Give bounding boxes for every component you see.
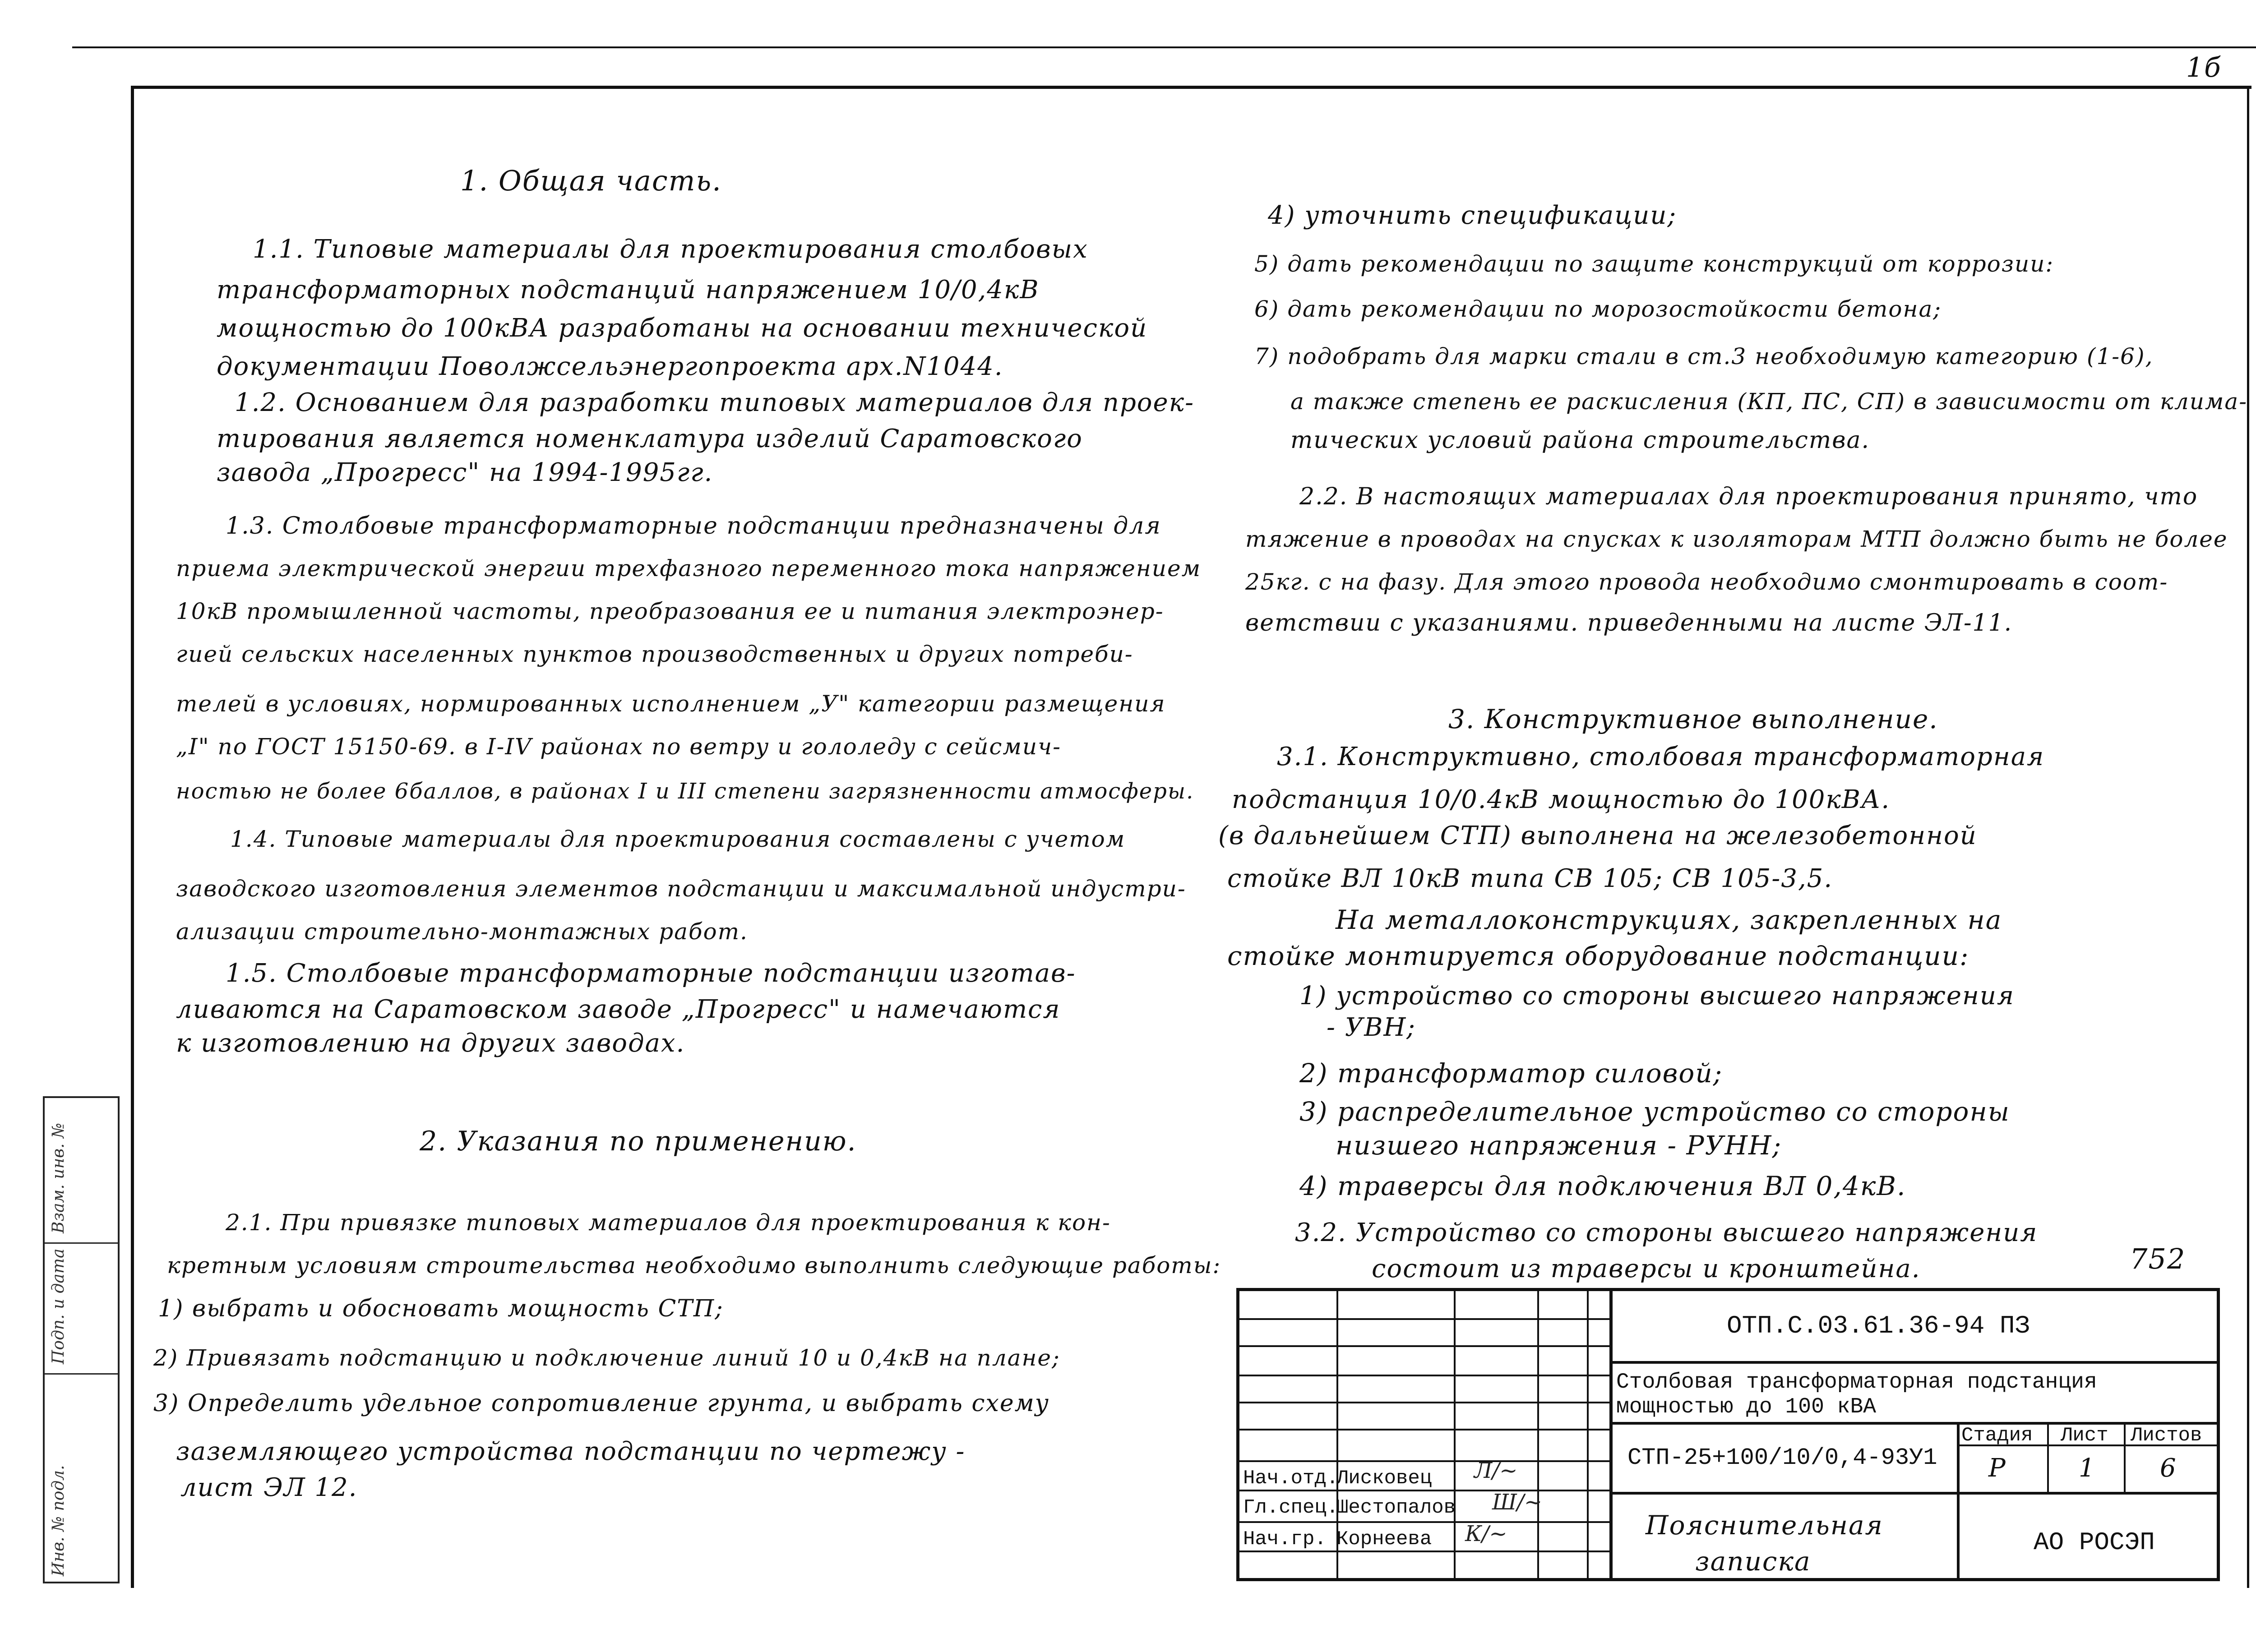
paragraph-line: тических условий района строительства. (1290, 427, 1870, 454)
title-block (1236, 1288, 2220, 1581)
paragraph-line: тяжение в проводах на спусках к изоляторам МТП должно быть не более (1245, 526, 2228, 552)
paragraph-line: ализации строительно-монтажных работ. (176, 918, 748, 945)
paragraph-line: 3) Определить удельное сопротивление грунта, и выбрать схему (153, 1390, 1049, 1417)
doc-title-line1: Столбовая трансформаторная подстанция (1616, 1370, 2097, 1394)
paragraph-line: состоит из траверсы и кронштейна. (1372, 1254, 1921, 1283)
sheet-value: 1 (2079, 1454, 2096, 1483)
page-mark: 752 (2130, 1242, 2186, 1275)
paragraph-line: 1) устройство со стороны высшего напряжения (1299, 981, 2015, 1011)
paragraph-line: (в дальнейшем СТП) выполнена на железобетонной (1218, 821, 1977, 850)
grid-line (1239, 1345, 1609, 1347)
section-heading: 2. Указания по применению. (420, 1126, 857, 1157)
organization: АО РОСЭП (2034, 1528, 2155, 1557)
paragraph-line: лист ЭЛ 12. (180, 1473, 358, 1502)
paragraph-line: приема электрической энергии трехфазного переменного тока напряжением (176, 555, 1202, 581)
paragraph-line: мощностью до 100кВА разработаны на основании технической (217, 314, 1148, 343)
side-stamp-label: Взам. инв. № (49, 1122, 68, 1233)
paragraph-line: тирования является номенклатура изделий Саратовского (217, 424, 1083, 453)
section-heading: 1. Общая часть. (460, 164, 722, 197)
grid-line (1609, 1291, 1613, 1581)
signer-role: Нач.гр. (1243, 1528, 1327, 1550)
grid-line (1537, 1291, 1539, 1581)
paragraph-line: „I" по ГОСТ 15150-69. в I-IV районах по ветру и гололеду с сейсмич- (176, 734, 1062, 760)
paragraph-line: 25кг. с на фазу. Для этого провода необходимо смонтировать в соот- (1245, 569, 2168, 595)
paragraph-line: гией сельских населенных пунктов производственных и других потреби- (176, 641, 1133, 667)
paragraph-line: 7) подобрать для марки стали в ст.3 необходимую категорию (1-6), (1254, 343, 2154, 369)
signer-name: Лисковец (1336, 1467, 1432, 1490)
paragraph-line: - УВН; (1327, 1013, 1416, 1042)
frame-right-border (2247, 86, 2249, 1588)
paragraph-line: документации Поволжсельэнергопроекта арх.N1044. (217, 352, 1003, 381)
sheets-header: Листов (2131, 1424, 2202, 1447)
grid-line (1609, 1492, 2220, 1495)
grid-line (1587, 1291, 1589, 1581)
paragraph-line: 4) уточнить спецификации; (1268, 201, 1677, 230)
grid-line (1239, 1460, 1609, 1462)
grid-line (1239, 1490, 1609, 1491)
paragraph-line: 3.1. Конструктивно, столбовая трансформаторная (1277, 742, 2045, 771)
paragraph-line: к изготовлению на других заводах. (176, 1029, 685, 1058)
paragraph-line: а также степень ее раскисления (КП, ПС, СП) в зависимости от клима- (1290, 388, 2248, 415)
signer-role: Гл.спец. (1243, 1496, 1339, 1519)
paragraph-line: 1) выбрать и обосновать мощность СТП; (158, 1295, 724, 1322)
paragraph-line: 1.1. Типовые материалы для проектирования столбовых (253, 235, 1088, 264)
paragraph-line: телей в условиях, нормированных исполнением „У" категории размещения (176, 691, 1166, 717)
stage-header: Стадия (1961, 1424, 2033, 1447)
side-stamp-label: Инв. № подл. (49, 1465, 68, 1576)
signature-mark: К/~ (1465, 1521, 1507, 1546)
paragraph-line: ветствии с указаниями. приведенными на листе ЭЛ-11. (1245, 609, 2013, 637)
paragraph-line: 1.3. Столбовые трансформаторные подстанции предназначены для (226, 512, 1161, 540)
grid-line (1609, 1361, 2220, 1364)
grid-line (2047, 1422, 2049, 1494)
paragraph-line: 2) трансформатор силовой; (1299, 1058, 1723, 1089)
paragraph-line: На металлоконструкциях, закрепленных на (1336, 904, 2002, 935)
paragraph-line: ливаются на Саратовском заводе „Прогресс" и намечаются (176, 995, 1061, 1024)
side-stamp-label: Подп. и дата (49, 1248, 68, 1364)
paragraph-line: ностью не более 6баллов, в районах I и III степени загрязненности атмосферы. (176, 779, 1194, 804)
corner-mark: 1б (2186, 52, 2222, 83)
paragraph-line: 6) дать рекомендации по морозостойкости бетона; (1254, 296, 1942, 322)
signer-name: Шестопалов (1336, 1496, 1456, 1519)
paragraph-line: 2.2. В настоящих материалах для проектирования принято, что (1299, 483, 2198, 510)
grid-line (1239, 1402, 1609, 1403)
paragraph-line: заземляющего устройства подстанции по чертежу - (176, 1437, 966, 1466)
grid-line (1239, 1521, 1609, 1523)
paragraph-line: 10кВ промышленной частоты, преобразования ее и питания электроэнер- (176, 598, 1164, 624)
paragraph-line: 2) Привязать подстанцию и подключение линий 10 и 0,4кВ на плане; (153, 1345, 1060, 1371)
frame-top-border (131, 86, 2251, 89)
paragraph-line: кретным условиям строительства необходимо выполнить следующие работы: (167, 1252, 1221, 1278)
doc-title-line2: мощностью до 100 кВА (1616, 1395, 1877, 1419)
paragraph-line: 1.4. Типовые материалы для проектирования составлены с учетом (230, 826, 1126, 852)
paragraph-line: 1.2. Основанием для разработки типовых материалов для проек- (235, 388, 1195, 417)
signer-role: Нач.отд. (1243, 1467, 1339, 1490)
frame-left-border (131, 86, 134, 1588)
grid-line (1609, 1422, 2220, 1425)
doc-type-line2: записка (1695, 1546, 1811, 1577)
grid-line (1239, 1375, 1609, 1376)
signature-mark: Ш/~ (1492, 1490, 1543, 1515)
paragraph-line: 2.1. При привязке типовых материалов для проектирования к кон- (226, 1209, 1111, 1236)
side-stamp-divider (45, 1373, 118, 1375)
paragraph-line: стойке монтируется оборудование подстанции: (1227, 941, 1969, 971)
paragraph-line: 4) траверсы для подключения ВЛ 0,4кВ. (1299, 1171, 1906, 1201)
sheet-header: Лист (2061, 1424, 2108, 1447)
grid-line (1239, 1318, 1609, 1320)
top-rule (72, 46, 2256, 48)
paragraph-line: трансформаторных подстанций напряжением 10/0,4кВ (217, 275, 1040, 305)
grid-line (1239, 1550, 1609, 1552)
paragraph-line: завода „Прогресс" на 1994-1995гг. (217, 458, 713, 487)
signer-name: Корнеева (1336, 1528, 1432, 1550)
grid-line (2124, 1422, 2126, 1494)
paragraph-line: стойке ВЛ 10кВ типа СВ 105; СВ 105-3,5. (1227, 864, 1833, 893)
sheets-value: 6 (2160, 1454, 2177, 1483)
side-stamp-divider (45, 1242, 118, 1244)
paragraph-line: низшего напряжения - РУНН; (1336, 1130, 1782, 1161)
paragraph-line: 3) распределительное устройство со стороны (1299, 1096, 2010, 1127)
stage-value: Р (1988, 1454, 2006, 1483)
paragraph-line: подстанция 10/0.4кВ мощностью до 100кВА. (1232, 785, 1891, 814)
product-code: СТП-25+100/10/0,4-93У1 (1627, 1444, 1937, 1471)
grid-line (1239, 1429, 1609, 1431)
paragraph-line: 1.5. Столбовые трансформаторные подстанции изготав- (226, 959, 1076, 988)
grid-line (1454, 1291, 1456, 1581)
paragraph-line: 5) дать рекомендации по защите конструкций от коррозии: (1254, 251, 2054, 277)
paragraph-line: заводского изготовления элементов подстанции и максимальной индустри- (176, 876, 1186, 902)
doc-code: ОТП.С.03.61.36-94 ПЗ (1727, 1311, 2030, 1340)
paragraph-line: 3.2. Устройство со стороны высшего напряжения (1295, 1218, 2038, 1247)
doc-type-line1: Пояснительная (1646, 1510, 1883, 1541)
section-heading: 3. Конструктивное выполнение. (1448, 704, 1938, 734)
side-stamp (43, 1096, 120, 1583)
signature-mark: Л/~ (1474, 1458, 1518, 1483)
